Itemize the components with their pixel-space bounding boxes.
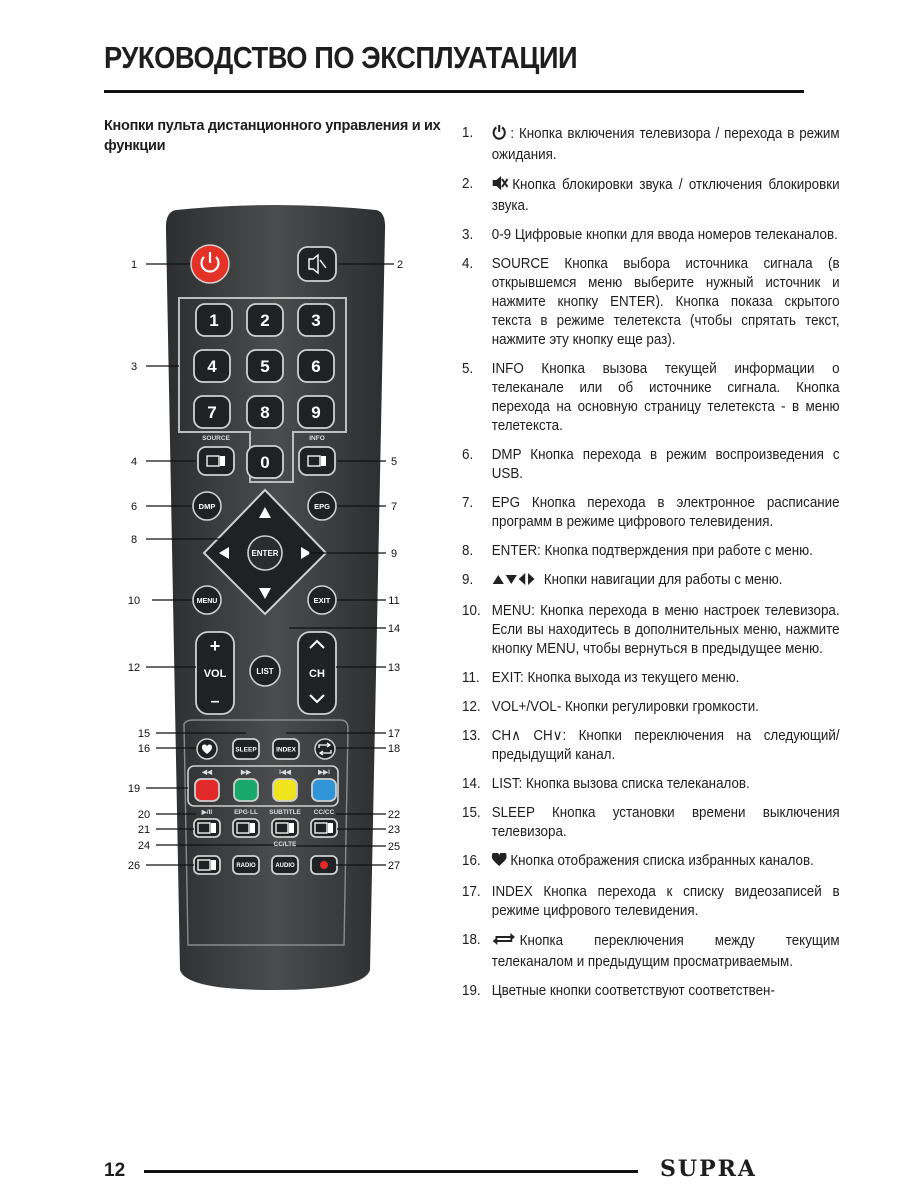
function-item — [462, 727, 840, 765]
callout-number: 7 — [390, 501, 398, 513]
callout-number: 9 — [390, 548, 398, 560]
info-label: INFO — [309, 435, 325, 442]
item-number: 6. — [462, 447, 474, 463]
function-item — [462, 124, 840, 165]
item-text: : Кнопка включения телевизора / перехода в режим ожидания. — [491, 126, 840, 163]
arrows-icon — [492, 572, 540, 592]
digit-button-0-label: 0 — [260, 453, 270, 473]
item-number: 11. — [462, 670, 480, 686]
callout-number: 14 — [387, 623, 401, 635]
callout-number: 23 — [387, 824, 401, 836]
function-item — [462, 852, 840, 873]
item-text: EXIT: Кнопка выхода из текущего меню. — [491, 670, 740, 686]
item-number: 14. — [462, 776, 481, 792]
cc-lte-label: CC/LTE — [273, 841, 297, 848]
callout-number: 10 — [127, 595, 141, 607]
dmp-label: DMP — [198, 502, 216, 511]
ch-label: CH — [309, 668, 325, 680]
item-number: 2. — [462, 176, 474, 192]
rewind-mark: ◀◀ — [202, 769, 212, 776]
callout-number: 25 — [387, 841, 401, 853]
digit-button-8-label: 8 — [260, 403, 270, 423]
section-subtitle: Кнопки пульта дистанционного управления и их функции — [104, 118, 441, 154]
heart-icon — [492, 853, 507, 873]
callout-number: 12 — [127, 662, 141, 674]
digit-button-3-label: 3 — [311, 311, 321, 331]
callout-number: 26 — [127, 860, 141, 872]
digit-button-2-label: 2 — [260, 311, 270, 331]
source-button — [198, 447, 234, 475]
item-text: VOL+/VOL- Кнопки регулировки громкости. — [491, 699, 759, 715]
item-number: 16. — [462, 853, 481, 869]
callout-number: 5 — [390, 456, 398, 468]
callout-number: 13 — [387, 662, 401, 674]
item-text: INDEX Кнопка перехода к списку видеозаписей в режиме цифрового телевидения. — [491, 884, 840, 919]
item-number: 3. — [462, 227, 474, 243]
item-number: 5. — [462, 361, 474, 377]
teletext-button-22-icon-fill — [250, 823, 255, 833]
sleep-button-label: SLEEP — [235, 746, 257, 754]
callout-number: 27 — [387, 860, 401, 872]
item-text: LIST: Кнопка вызова списка телеканалов. — [491, 776, 750, 792]
item-number: 12. — [462, 699, 481, 715]
function-item — [462, 255, 840, 350]
green-button — [234, 779, 258, 801]
menu-label: MENU — [196, 598, 218, 605]
item-text: Цветные кнопки соответствуют соответствен- — [491, 983, 775, 999]
item-text: ENTER: Кнопка подтверждения при работе с меню. — [491, 543, 813, 559]
item-text: Кнопки навигации для работы с меню. — [543, 572, 783, 588]
function-item — [462, 446, 840, 484]
source-label: SOURCE — [202, 435, 230, 442]
callout-number: 19 — [127, 783, 141, 795]
cc-label: CC/CC — [313, 809, 335, 816]
item-number: 7. — [462, 495, 474, 511]
title-rule — [104, 90, 804, 93]
item-number: 17. — [462, 884, 481, 900]
callout-number: 17 — [387, 728, 401, 740]
red-button — [195, 779, 219, 801]
vol-label: VOL — [203, 668, 227, 680]
info-button — [299, 447, 335, 475]
mute-icon — [492, 175, 509, 197]
function-item — [462, 669, 840, 688]
function-item — [462, 542, 840, 561]
callout-number: 1 — [130, 259, 138, 271]
exit-label: EXIT — [313, 596, 331, 605]
swap-icon — [492, 931, 516, 953]
item-number: 18. — [462, 932, 481, 948]
vol-plus-label: + — [209, 636, 221, 656]
epg-ll-label: EPG·LL — [234, 809, 258, 816]
callout-number: 4 — [130, 456, 138, 468]
list-label: LIST — [256, 667, 274, 676]
callout-number: 20 — [137, 809, 151, 821]
function-item — [462, 571, 840, 592]
item-number: 1. — [462, 125, 474, 141]
function-item — [462, 698, 840, 717]
audio-button-label: AUDIO — [275, 863, 295, 870]
item-number: 4. — [462, 256, 474, 272]
index-button-label: INDEX — [276, 746, 296, 754]
teletext-button-23-icon-fill — [328, 823, 333, 833]
teletext-button-21-icon-fill — [211, 823, 216, 833]
function-item — [462, 494, 840, 532]
item-text: DMP Кнопка перехода в режим воспроизведения с USB. — [491, 447, 840, 482]
callout-number: 21 — [137, 824, 151, 836]
item-text: SOURCE Кнопка выбора источника сигнала (в открывшемся меню выберите нужный источник и нажмите кнопку ENTER). Кнопка показа скрытого текста в режиме телетекста (чтобы спрятать текст, нажмите эту кнопку еще раз). — [491, 256, 840, 348]
function-list — [462, 124, 840, 1011]
page-number: 12 — [104, 1160, 126, 1181]
digit-button-1-label: 1 — [209, 311, 219, 331]
item-text: SLEEP Кнопка установки времени выключения телевизора. — [491, 805, 840, 840]
callout-number: 16 — [137, 743, 151, 755]
function-item — [462, 602, 840, 659]
item-number: 19. — [462, 983, 481, 999]
digit-button-5-label: 5 — [260, 357, 270, 377]
teletext-button-26-icon-fill — [211, 860, 216, 870]
function-item — [462, 931, 840, 972]
callout-number: 8 — [130, 534, 138, 546]
power-icon — [492, 124, 507, 146]
info-button-icon-fill — [321, 456, 326, 466]
source-button-icon-fill — [220, 456, 225, 466]
item-number: 8. — [462, 543, 474, 559]
item-text: Кнопка переключения между текущим телеканалом и предыдущим просматриваемым. — [491, 933, 840, 970]
radio-button-label: RADIO — [236, 863, 256, 870]
callout-number: 11 — [388, 595, 400, 607]
item-text: MENU: Кнопка перехода в меню настроек телевизора. Если вы находитесь в дополнительных меню, нажмите кнопку MENU, чтобы вернуться в предыдущее меню. — [491, 603, 840, 657]
item-text: 0-9 Цифровые кнопки для ввода номеров телеканалов. — [491, 227, 838, 243]
callout-number: 3 — [130, 361, 138, 373]
item-text: Кнопка отображения списка избранных каналов. — [510, 853, 814, 869]
item-number: 10. — [462, 603, 481, 619]
item-number: 15. — [462, 805, 481, 821]
digit-button-9-label: 9 — [311, 403, 321, 423]
yellow-button — [273, 779, 297, 801]
callout-number: 6 — [130, 501, 138, 513]
item-text: Кнопка блокировки звука / отключения блокировки звука. — [491, 177, 840, 214]
item-text: CH∧ CH∨: Кнопки переключения на следующий/предыдущий канал. — [491, 728, 840, 763]
callout-number: 24 — [137, 840, 151, 852]
item-text: INFO Кнопка вызова текущей информации о телеканале или об источнике сигнала. Кнопка перехода на основную страницу телетекста - в меню телетекста. — [491, 361, 840, 434]
blue-button — [312, 779, 336, 801]
function-item — [462, 883, 840, 921]
function-item — [462, 226, 840, 245]
callout-number: 18 — [387, 743, 401, 755]
recall-button — [315, 739, 335, 759]
brand-logo: SUPRA — [660, 1156, 757, 1182]
playpause-label: ▶/II — [201, 809, 213, 816]
power-button — [191, 245, 229, 283]
prev-mark: I◀◀ — [279, 769, 291, 776]
record-icon — [320, 861, 328, 869]
digit-button-7-label: 7 — [207, 403, 217, 423]
vol-minus-label: – — [210, 693, 220, 710]
ffwd-mark: ▶▶ — [241, 769, 251, 776]
function-item — [462, 360, 840, 436]
item-text: EPG Кнопка перехода в электронное расписание программ в режиме цифрового телевидения. — [491, 495, 840, 530]
function-item — [462, 804, 840, 842]
footer-rule — [144, 1170, 638, 1173]
function-item — [462, 175, 840, 216]
teletext-button-24-icon-fill — [289, 823, 294, 833]
digit-button-6-label: 6 — [311, 357, 321, 377]
function-item — [462, 775, 840, 794]
enter-label: ENTER — [251, 549, 279, 558]
callout-number: 15 — [137, 728, 151, 740]
item-number: 13. — [462, 728, 481, 744]
subtitle-label: SUBTITLE — [269, 809, 301, 816]
callout-number: 22 — [387, 809, 401, 821]
callout-number: 2 — [396, 259, 404, 271]
item-number: 9. — [462, 572, 474, 588]
function-item — [462, 982, 840, 1001]
mute-button — [298, 247, 336, 281]
digit-button-4-label: 4 — [207, 357, 217, 377]
page-title: РУКОВОДСТВО ПО ЭКСПЛУАТАЦИИ — [104, 40, 578, 75]
epg-label: EPG — [314, 502, 330, 511]
next-mark: ▶▶I — [318, 769, 330, 776]
remote-illustration — [104, 200, 444, 990]
